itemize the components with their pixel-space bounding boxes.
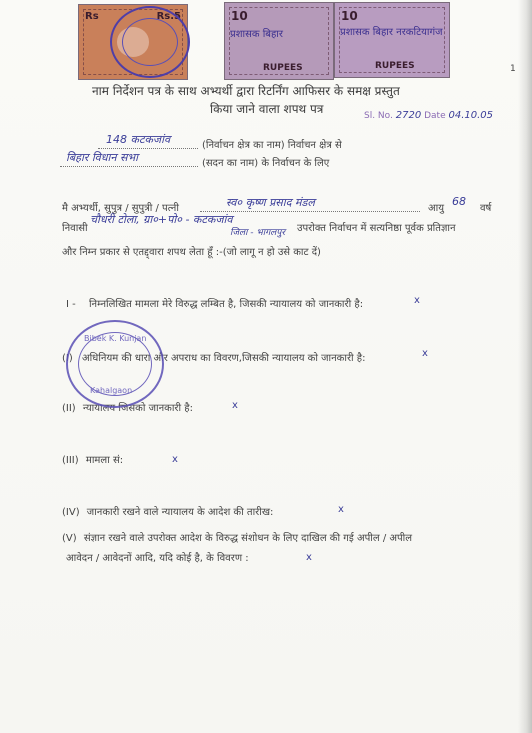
page-number: 1 [510,64,516,74]
item-number: (IV) [62,507,80,518]
constituency-line [98,148,198,149]
address-line-2: जिला - भागलपुर [230,228,286,238]
revenue-stamp-purple-2 [334,2,450,78]
name-line [200,211,420,212]
stamp-cancellation-seal [110,6,190,78]
item-1-cross: x [414,295,420,306]
seal-top-text: Bibek K. Kunjan [84,334,147,343]
item-4-cross: x [172,454,178,465]
resident-suffix: उपरोक्त निर्वाचन में सत्यनिष्ठा पूर्वक प्रतिज्ञान [297,223,456,234]
revenue-stamp-purple-1 [224,2,334,80]
item-2-cross: x [422,348,428,359]
header-line-2: किया जाने वाला शपथ पत्र [210,102,324,116]
constituency-label: (निर्वाचन क्षेत्र का नाम) निर्वाचन क्षेत्र से [202,140,342,151]
item-number: (V) [62,533,77,544]
header-line-1: नाम निर्देशन पत्र के साथ अभ्यर्थी द्वारा रिटर्निंग आफिसर के समक्ष प्रस्तुत [92,84,400,98]
item-6-cross: x [306,552,312,563]
item-6-continued: आवेदन / आवेदनों आदि, यदि कोई है, के विवरण : [66,553,249,564]
item-5-cross: x [338,504,344,515]
item-text: न्यायालय जिसको जानकारी है: [82,403,193,414]
stamp-overprint-2: प्रशासक बिहार नरकटियागंज [340,27,443,38]
item-number: (II) [62,403,76,414]
constituency-name: 148 कटकजांव [106,133,171,146]
stamp-value-left: Rs [85,11,99,22]
item-text: निम्नलिखित मामला मेरे विरुद्ध लम्बित है, जिसकी न्यायालय को जानकारी है: [88,299,364,310]
item-text: संज्ञान रखने वाले उपरोक्त आदेश के विरुद्ध संशोधन के लिए दाखिल की गई अपील / अपील [83,533,413,544]
page-edge-shadow [518,0,532,733]
date-label: Date [424,111,446,121]
stamp-footer: RUPEES [375,61,415,71]
house-line [60,166,198,167]
item-4 [62,452,123,466]
item-3-cross: x [232,400,238,411]
stamp-overprint-1: प्रशासक बिहार [230,29,283,40]
candidate-name: स्व० कृष्ण प्रसाद मंडल [226,196,315,209]
age-unit: वर्ष [480,203,492,214]
resident-label: निवासी [62,223,88,234]
serial-label: Sl. No. [364,111,393,121]
item-number: (III) [62,455,79,466]
candidate-prefix: मै अभ्यर्थी, सुपुत्र / सुपुत्री / पत्नी [62,203,179,214]
stamp-value: 10 [341,9,358,23]
serial-number: 2720 [395,110,422,121]
item-text: मामला सं: [85,455,124,466]
stamp-footer: RUPEES [263,63,303,73]
notary-seal [66,320,164,408]
item-number: I - [66,299,76,310]
seal-bottom-text: Kahalgaon [90,386,133,395]
item-number: (I) [62,353,73,364]
age-value: 68 [452,195,466,208]
age-label: आयु [428,203,445,214]
address-line-1: चौधरी टोला, ग्रा०+पो० - कटकजांव [90,213,233,226]
item-6 [62,530,412,544]
serial-date: 04.10.05 [448,110,494,121]
stamp-value: 10 [231,9,248,23]
item-1 [66,296,363,310]
item-text: अधिनियम की धारा और अपराध का विवरण,जिसकी न्यायालय को जानकारी है: [81,353,366,364]
house-name: बिहार विधान सभा [66,151,139,164]
item-text: जानकारी रखने वाले न्यायालय के आदेश की तारीख: [86,507,274,518]
stamp-value-right: Rs.5 [156,11,181,22]
oath-line: और निम्न प्रकार से एतद्द्वारा शपथ लेता हूँ :-(जो लागू न हो उसे काट दें) [62,247,321,258]
house-label: (सदन का नाम) के निर्वाचन के लिए [202,158,330,169]
serial-stamp [364,110,493,121]
item-5 [62,504,273,518]
